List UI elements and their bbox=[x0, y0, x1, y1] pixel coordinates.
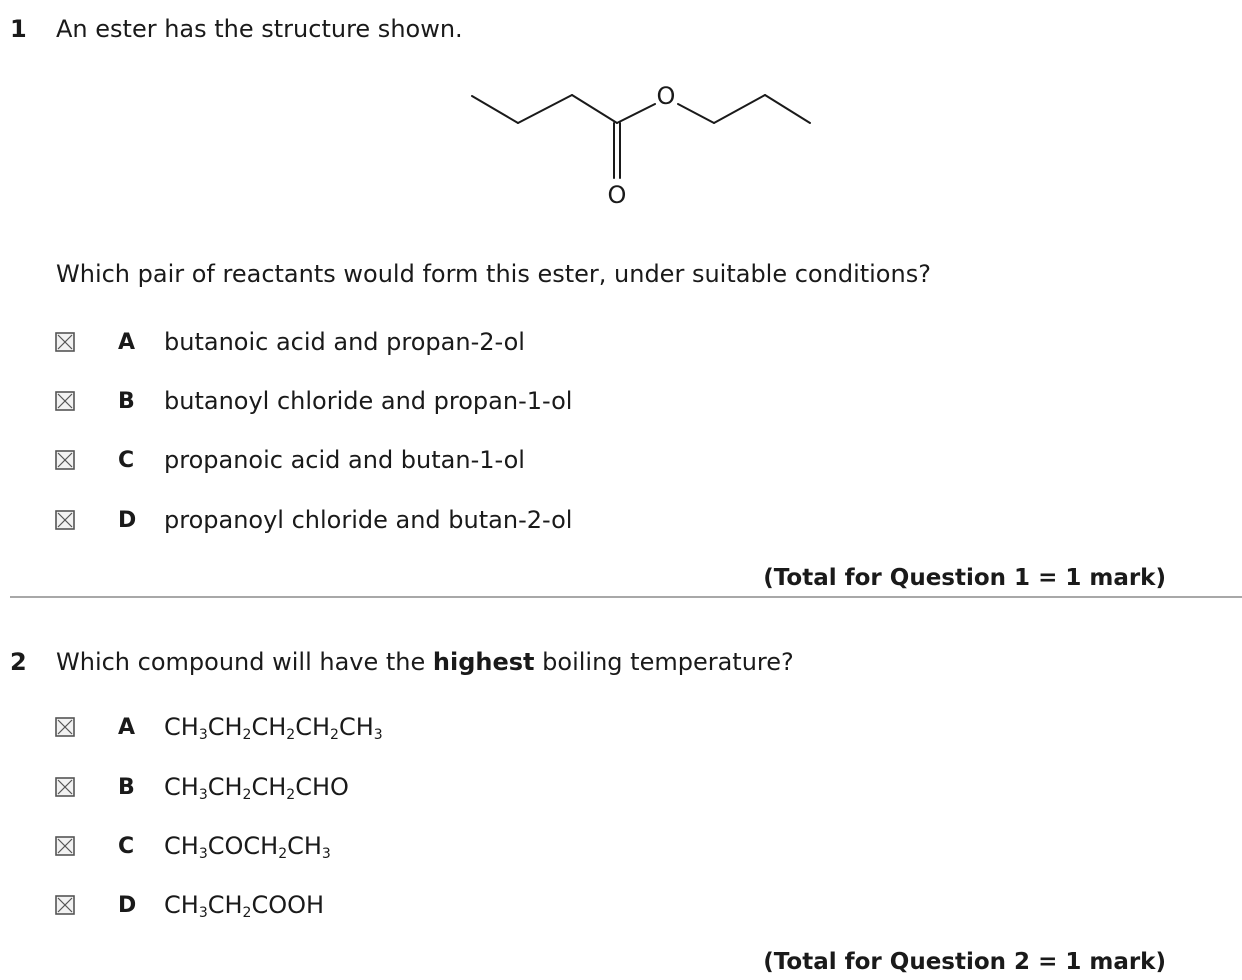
question-total: (Total for Question 2 = 1 mark) bbox=[763, 949, 1166, 975]
answer-checkbox[interactable] bbox=[55, 332, 75, 352]
option-letter: C bbox=[118, 833, 135, 859]
option-b[interactable] bbox=[55, 386, 573, 416]
option-letter: D bbox=[118, 892, 137, 918]
option-formula: $CH_3CH_2COOH$ bbox=[164, 891, 325, 921]
option-formula: $CH_3COCH_2CH_3$ bbox=[164, 832, 331, 862]
ether-oxygen-label: O bbox=[656, 82, 676, 110]
answer-checkbox[interactable] bbox=[55, 717, 75, 737]
question-stem: An ester has the structure shown. bbox=[56, 15, 463, 43]
bond bbox=[617, 104, 655, 123]
option-d[interactable] bbox=[55, 505, 573, 535]
ester-structure-diagram bbox=[462, 78, 822, 218]
answer-checkbox[interactable] bbox=[55, 777, 75, 797]
option-c[interactable] bbox=[55, 831, 331, 862]
question-prompt: Which pair of reactants would form this ester, under suitable conditions? bbox=[56, 260, 931, 288]
bond bbox=[572, 95, 617, 123]
question-total: (Total for Question 1 = 1 mark) bbox=[763, 565, 1166, 591]
bond bbox=[472, 96, 518, 123]
stem-text: boiling temperature? bbox=[534, 648, 794, 676]
option-text: butanoyl chloride and propan-1-ol bbox=[164, 387, 573, 415]
bond bbox=[765, 95, 810, 123]
option-a[interactable] bbox=[55, 327, 525, 357]
option-a[interactable] bbox=[55, 712, 383, 743]
bond bbox=[678, 104, 714, 123]
option-formula: $CH_3CH_2CH_2CHO$ bbox=[164, 773, 349, 803]
answer-checkbox[interactable] bbox=[55, 450, 75, 470]
option-text: butanoic acid and propan-2-ol bbox=[164, 328, 525, 356]
question-number: 2 bbox=[10, 648, 27, 676]
option-letter: B bbox=[118, 388, 135, 414]
answer-checkbox[interactable] bbox=[55, 895, 75, 915]
answer-checkbox[interactable] bbox=[55, 510, 75, 530]
option-text: propanoyl chloride and butan-2-ol bbox=[164, 506, 573, 534]
option-d[interactable] bbox=[55, 890, 325, 921]
option-letter: A bbox=[118, 329, 136, 355]
bond bbox=[518, 95, 572, 123]
bond bbox=[714, 95, 765, 123]
option-letter: A bbox=[118, 714, 136, 740]
option-formula: $CH_3CH_2CH_2CH_2CH_3$ bbox=[164, 713, 383, 743]
option-b[interactable] bbox=[55, 772, 349, 803]
question-divider bbox=[10, 596, 1242, 598]
carbonyl-oxygen-label: O bbox=[607, 181, 627, 209]
question-stem bbox=[56, 648, 794, 676]
option-letter: C bbox=[118, 447, 135, 473]
answer-checkbox[interactable] bbox=[55, 391, 75, 411]
stem-text: Which compound will have the bbox=[56, 648, 433, 676]
question-number: 1 bbox=[10, 15, 27, 43]
option-text: propanoic acid and butan-1-ol bbox=[164, 446, 525, 474]
option-letter: D bbox=[118, 507, 137, 533]
stem-emphasis: highest bbox=[432, 648, 535, 676]
option-c[interactable] bbox=[55, 445, 525, 475]
answer-checkbox[interactable] bbox=[55, 836, 75, 856]
option-letter: B bbox=[118, 774, 135, 800]
